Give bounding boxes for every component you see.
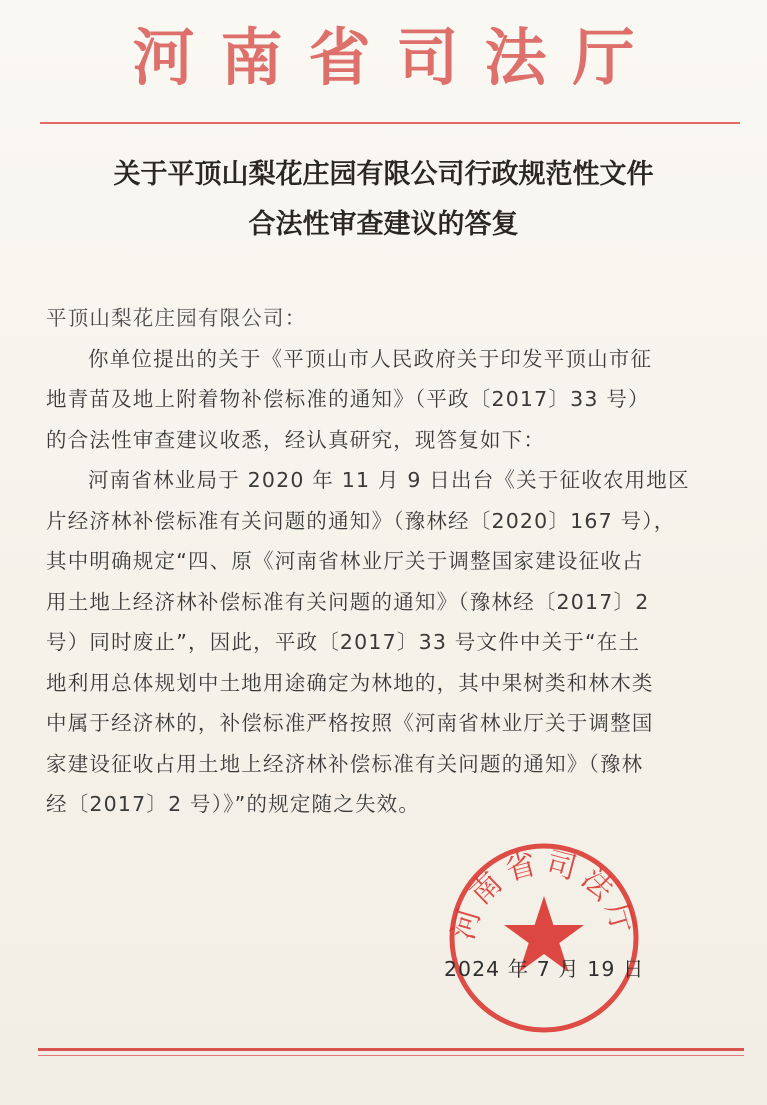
footer-divider-thin (38, 1055, 744, 1056)
body-line: 你单位提出的关于《平顶山市人民政府关于印发平顶山市征 (88, 346, 653, 371)
body-line: 家建设征收占用土地上经济林补偿标准有关问题的通知》（豫林 (46, 751, 644, 776)
footer-divider (38, 1048, 744, 1051)
title-line-1: 关于平顶山梨花庄园有限公司行政规范性文件 (113, 159, 654, 190)
body-line: 地青苗及地上附着物补偿标准的通知》（平政〔2017〕33 号） (46, 387, 650, 411)
body-line: 河南省林业局于 2020 年 11 月 9 日出台《关于征收农用地区 (88, 468, 690, 492)
body-line: 片经济林补偿标准有关问题的通知》（豫林经〔2020〕167 号）， (46, 508, 676, 533)
issue-date: 2024 年 7 月 19 日 (444, 957, 645, 981)
body-line: 用土地上经济林补偿标准有关问题的通知》（豫林经〔2017〕2 (46, 589, 650, 614)
official-seal-stamp (444, 840, 645, 1036)
body-line: 中属于经济林的，补偿标准严格按照《河南省林业厅关于调整国 (46, 711, 654, 735)
body-line: 其中明确规定“四、原《河南省林业厅关于调整国家建设征收占 (46, 549, 644, 573)
title-line-2: 合法性审查建议的答复 (248, 209, 519, 240)
body-line: 号）同时废止”，因此，平政〔2017〕33 号文件中关于“在土 (46, 630, 641, 654)
document-body (46, 298, 736, 825)
seal-text: 河南省司法厅 (446, 845, 642, 944)
document-title (0, 150, 767, 250)
body-line: 的合法性审查建议收悉，经认真研究，现答复如下： (46, 427, 546, 452)
header-divider (40, 122, 740, 124)
salutation: 平顶山梨花庄园有限公司： (46, 306, 307, 330)
org-header: 河南省司法厅 (132, 21, 661, 94)
body-line: 地利用总体规划中土地用途确定为林地的，其中果树类和林木类 (46, 670, 654, 695)
body-line: 经〔2017〕2 号）》”的规定随之失效。 (46, 792, 421, 816)
